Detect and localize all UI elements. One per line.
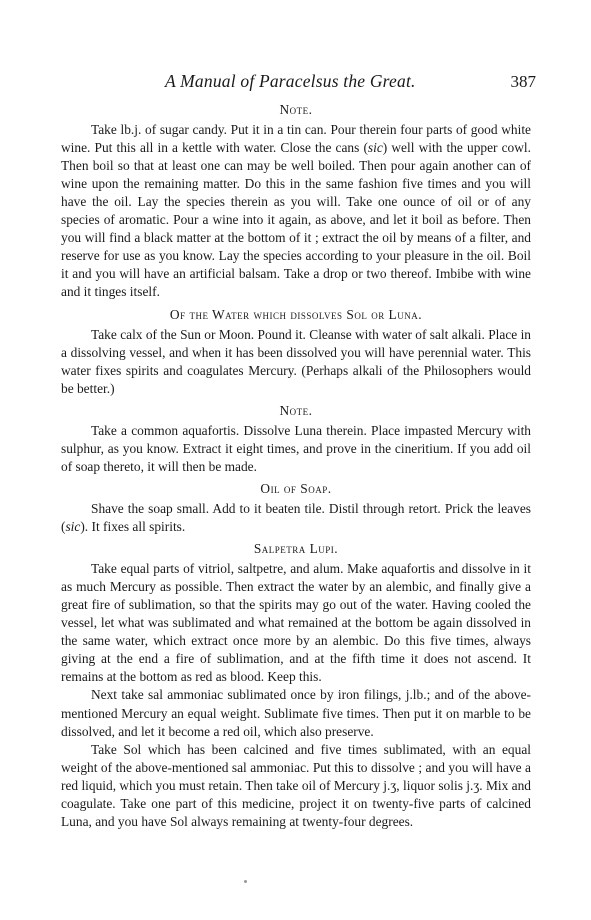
paragraph-text: ) well with the upper cowl. Then boil so that at least one can may be well boiled. Then pour again another can of wine upon the remaining matter. Do this in the same fashion five times and you will have the oil. Lay the species therein as you will. Take one ounce of oil or of any species of aromatic. Pour a wine into it again, as above, and let it boil as before. Then you will find a black matter at the bottom of it ; extract the oil by means of a filter, and reserve for use as you know. Lay the species according to your pleasure in the oil. Boil it and you will have an artificial balsam. Take a drop or two thereof. Imbibe with wine and it tinges itself.	[61, 140, 531, 300]
paragraph-text: Take Sol which has been calcined and five times sublimated, with an equal weight of the above-mentioned sal ammoniac. Put this to dissolve ; and you will have a red liquid, which you must retain. Then take oil of Mercury j.ʒ, liquor solis j.ʒ. Mix and coagulate. Take one part of this medicine, project it on twenty-five parts of calcined Luna, and you have Sol always remaining at twenty-four degrees.	[61, 741, 531, 829]
paragraph	[61, 560, 531, 686]
paragraph	[61, 741, 531, 831]
sic-note: sic	[65, 519, 81, 535]
paragraph	[61, 121, 531, 301]
running-head	[0, 71, 591, 95]
paragraph	[61, 326, 531, 398]
running-title: A Manual of Paracelsus the Great.	[165, 71, 416, 91]
paragraph	[61, 422, 531, 476]
paragraph	[61, 686, 531, 740]
section-heading: Oil of Soap.	[260, 480, 332, 496]
body-text	[61, 101, 531, 831]
paragraph-text: Take a common aquafortis. Dissolve Luna therein. Place impasted Mercury with sulphur, as you know. Extract it eight times, and prove in the cineritium. If you add oil of soap thereto, it will then be made.	[61, 422, 531, 474]
paragraph-text: Take equal parts of vitriol, saltpetre, and alum. Make aquafortis and dissolve in it as much Mercury as possible. Then extract the water by an alembic, and finally give a great fire of sublimation, so that the spirits may go out of the water. Having cooled the vessel, let what was sublimated and what remained at the bottom be again dissolved in the same water, which extract once more by an alembic. Do this five times, always giving at the end a fire of sublimation, and at the fifth time it does not ascend. It remains at the bottom as red as blood. Keep this.	[61, 561, 531, 685]
paragraph-text: Shave the soap small. Add to it beaten tile. Distil through retort. Prick the leaves (	[61, 500, 531, 535]
paragraph-text: ). It fixes all spirits.	[80, 519, 186, 535]
paragraph-text: Next take sal ammoniac sublimated once by iron filings, j.lb.; and of the above-mentioned Mercury an equal weight. Sublimate five times. Then put it on marble to be dissolved, and let it become a red oil, which also preserve.	[61, 687, 531, 739]
page-number: 387	[510, 72, 536, 91]
paragraph-text: Take lb.j. of sugar candy. Put it in a tin can. Pour therein four parts of good white wine. Put this all in a kettle with water. Close the cans (	[61, 122, 531, 156]
section-heading: Note.	[279, 102, 313, 117]
sic-note: sic	[367, 140, 383, 156]
paragraph	[61, 500, 531, 536]
print-speck	[244, 880, 247, 883]
section-heading: Of the Water which dissolves Sol or Luna.	[169, 306, 423, 322]
section-heading: Note.	[279, 402, 313, 418]
section-heading: Salpetra Lupi.	[253, 541, 339, 557]
paragraph-text: Take calx of the Sun or Moon. Pound it. Cleanse with water of salt alkali. Place in a dissolving vessel, and when it has been dissolved you will have perennial water. This water fixes spirits and coagulates Mercury. (Perhaps alkali of the Philosophers would be better.)	[61, 326, 531, 396]
